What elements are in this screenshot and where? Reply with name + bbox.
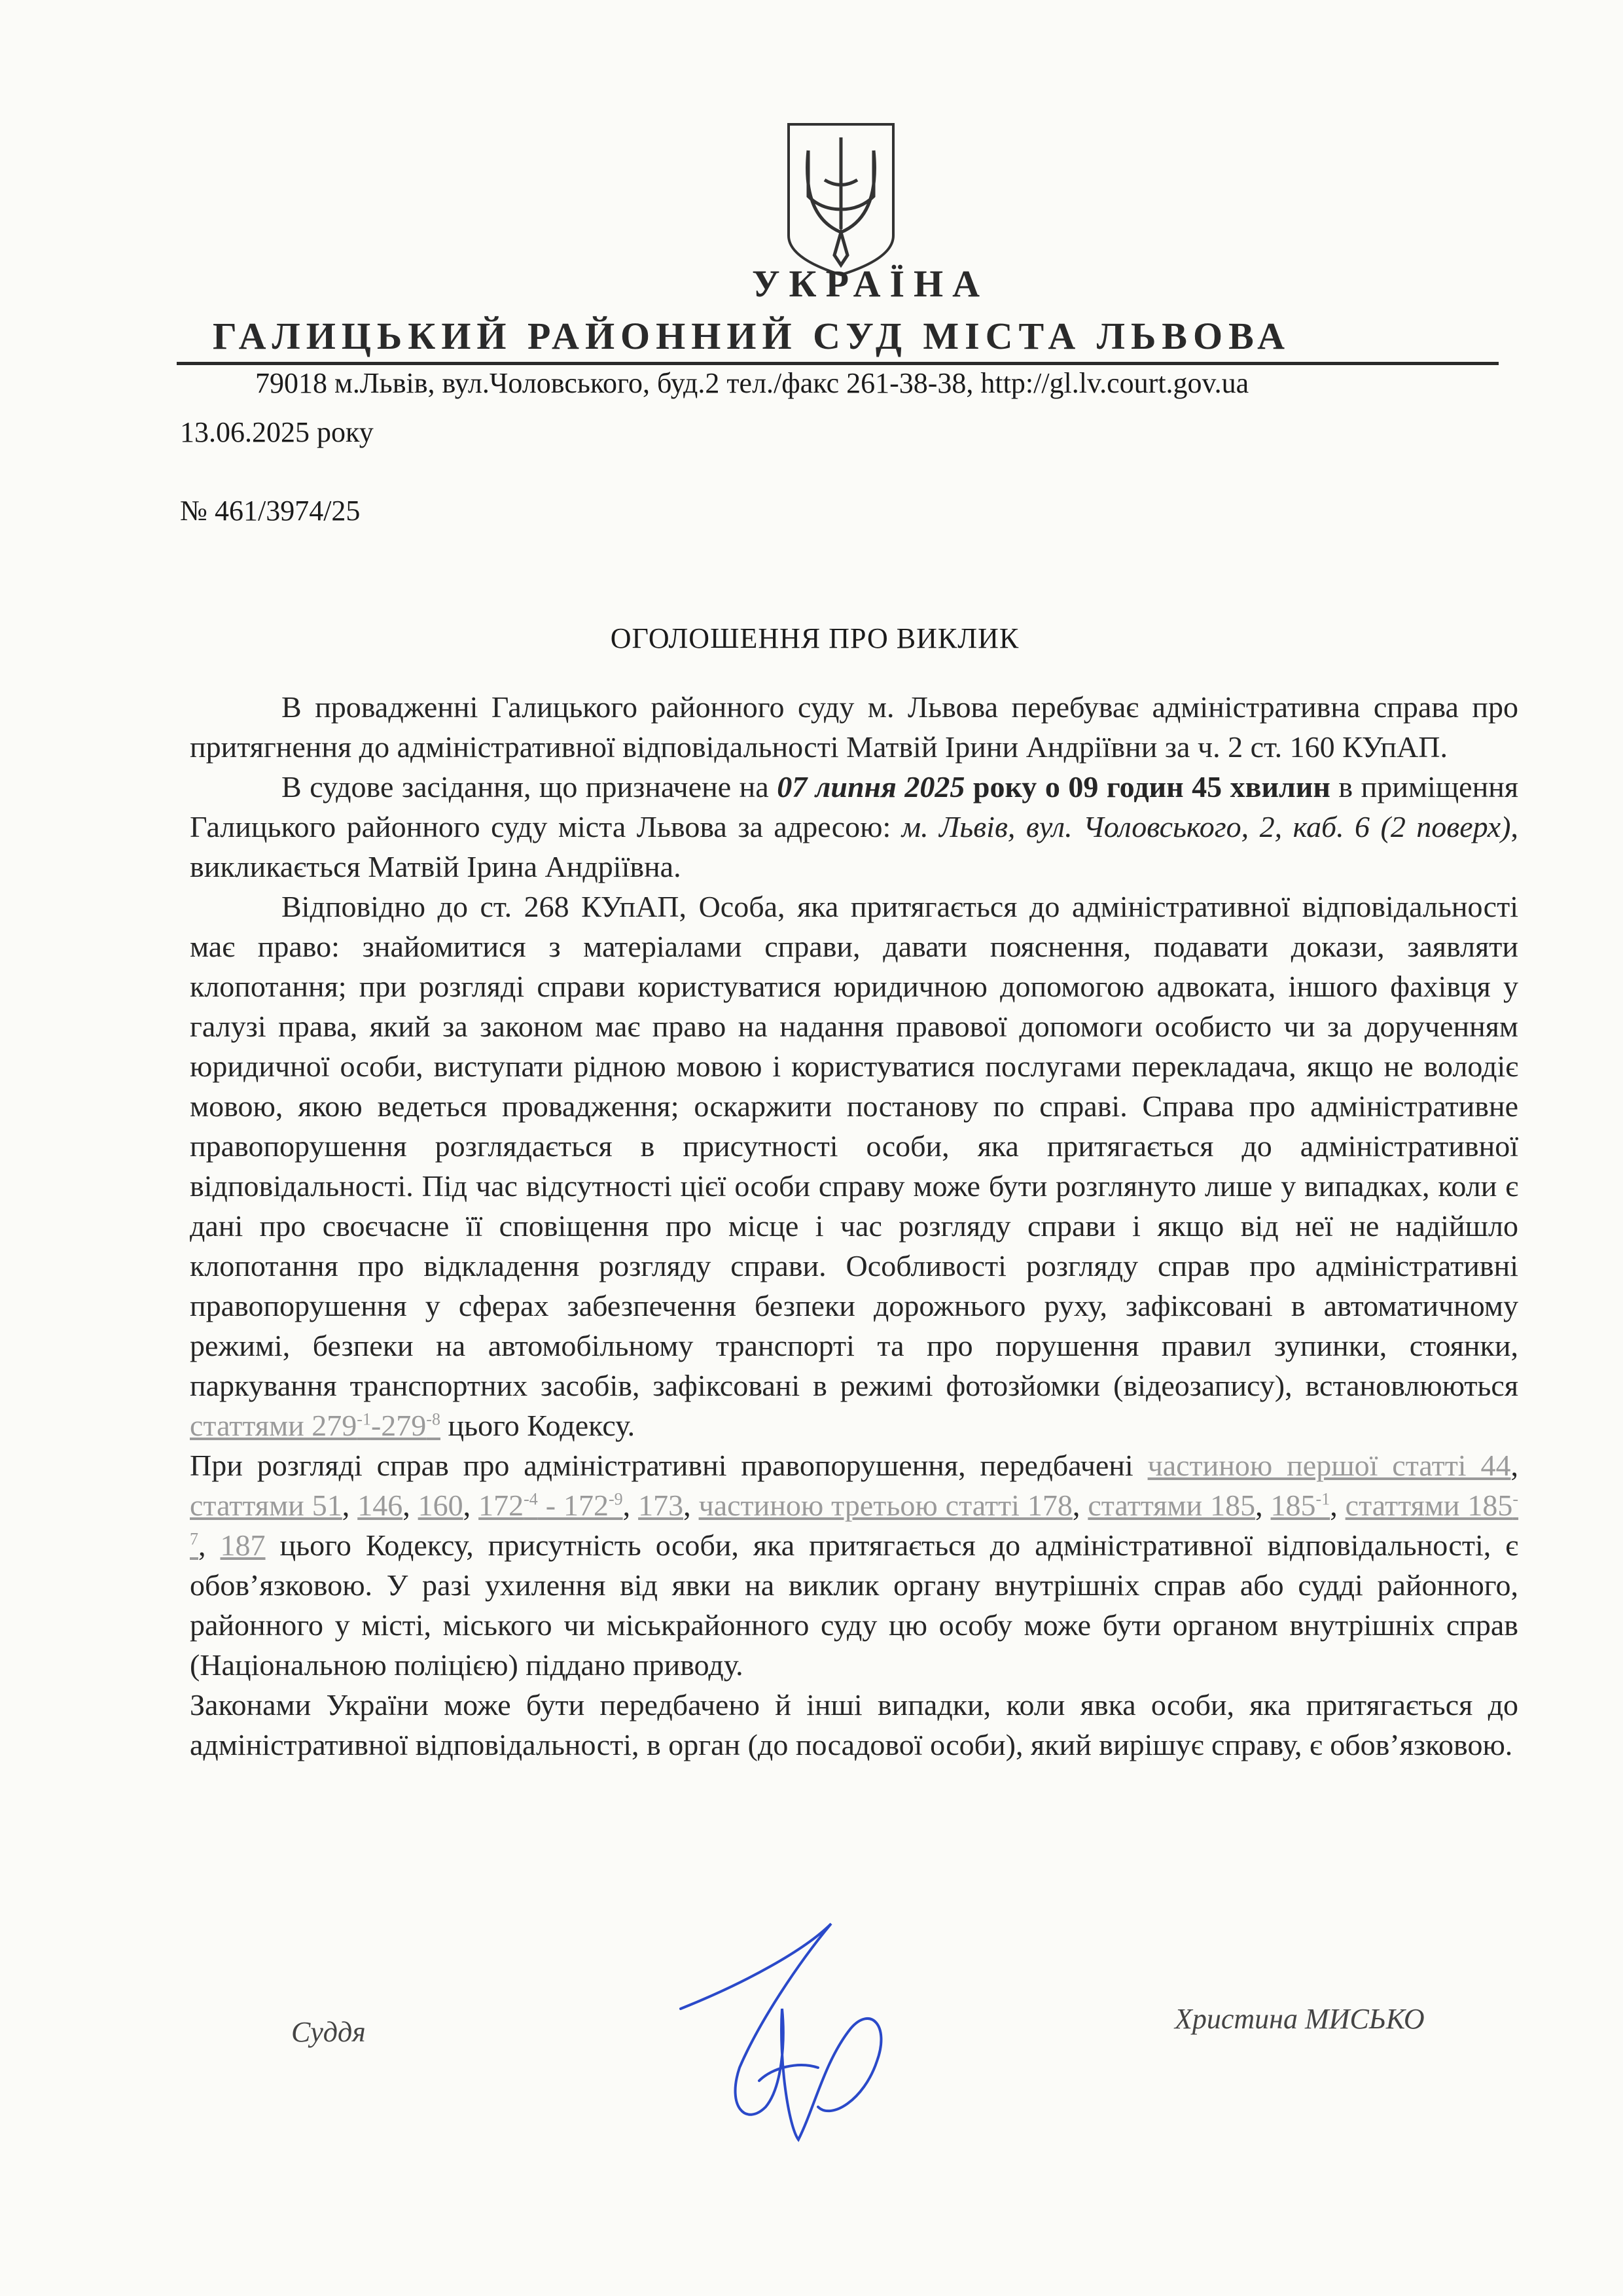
handwritten-signature-icon: [668, 1911, 916, 2159]
court-address: 79018 м.Львів, вул.Чоловського, буд.2 тел./факс 261-38-38, http://gl.lv.court.gov.ua: [255, 367, 1249, 399]
text: , викликається Матвій Ірина Андріївна.: [190, 810, 1518, 883]
court-name: ГАЛИЦЬКИЙ РАЙОННИЙ СУД МІСТА ЛЬВОВА: [213, 315, 1291, 357]
law-link-187[interactable]: 187: [220, 1528, 266, 1562]
text: В судове засідання, що призначене на: [281, 770, 777, 804]
law-link-51[interactable]: статтями 51: [190, 1489, 342, 1522]
hearing-time: року о 09 годин 45 хвилин: [965, 770, 1330, 804]
law-link-185[interactable]: статтями 185: [1088, 1489, 1256, 1522]
hearing-date: 07 липня 2025: [777, 770, 965, 804]
paragraph-3: [190, 887, 1518, 1445]
law-link-185-7[interactable]: статтями $185^{-7}$: [190, 1489, 1519, 1549]
text: Відповідно до ст. 268 КУпАП, Особа, яка притягається до адміністративної відповідальності має право: знайомитися з матеріалами справи, давати пояснення, подавати докази, заявляти клопотання; при розгляді справи користуватися юридичною допомогою адвоката, іншого фахівця у галузі права, який за законом має право на надання правової допомоги особисто чи за дорученням юридичної особи, виступати рідною мовою і користуватися послугами перекладача, якщо не володіє мовою, якою ведеться провадження; оскаржити постанову по справі. Справа про адміністративне правопорушення розглядається в присутності особи, яка притягається до адміністративної відповідальності. Під час відсутності цієї особи справу може бути розглянуто лише у випадках, коли є дані про своєчасне її сповіщення про місце і час розгляду справи і якщо від неї не надійшло клопотання про відкладення розгляду справи. Особливості розгляду справ про адміністративні правопорушення у сферах забезпечення безпеки дорожнього руху, зафіксовані в автоматичному режимі, безпеки на автомобільному транспорті та про порушення правил зупинки, стоянки, паркування транспортних засобів, зафіксовані в режимі фотозйомки (відеозапису), встановлюються: [190, 890, 1518, 1402]
signer-name: Христина МИСЬКО: [1175, 2003, 1425, 2035]
law-link-279[interactable]: статтями $279^{-1}-279^{-8}$: [190, 1409, 440, 1442]
law-link-44[interactable]: частиною першої статті 44: [1147, 1449, 1511, 1482]
law-link-160[interactable]: 160: [418, 1489, 463, 1522]
trident-emblem-icon: [782, 118, 900, 281]
law-link-172[interactable]: $172^{-4} - 172^{-9}$: [478, 1489, 623, 1522]
header-rule: [177, 362, 1499, 365]
text: цього Кодексу, присутність особи, яка притягається до адміністративної відповідальності, є обов’язковою. У разі ухилення від явки на виклик органу внутрішніх справ або судді районного, районного у місті, міського чи міськрайонного суду цю особу може бути органом внутрішніх справ (Національною поліцією) піддано приводу.: [190, 1528, 1518, 1682]
notice-body: [190, 687, 1518, 1765]
law-link-185-1[interactable]: $185^{-1}$: [1270, 1489, 1330, 1522]
law-link-178[interactable]: частиною третьою статті 178: [698, 1489, 1073, 1522]
text: При розгляді справ про адміністративні правопорушення, передбачені: [190, 1449, 1148, 1482]
text: цього Кодексу.: [440, 1409, 635, 1442]
law-link-146[interactable]: 146: [357, 1489, 403, 1522]
signer-role: Суддя: [291, 2016, 366, 2048]
country-title: УКРАЇНА: [751, 262, 990, 305]
notice-title: ОГОЛОШЕННЯ ПРО ВИКЛИК: [610, 622, 1020, 654]
case-number: № 461/3974/25: [180, 495, 361, 527]
text: в приміщення Галицького районного суду міста Львова за адресою:: [190, 770, 1518, 843]
law-link-173[interactable]: 173: [638, 1489, 684, 1522]
paragraph-4: При розгляді справ про адміністративні правопорушення, передбачені частиною першої статті 44, статтями 51, 146, 160, $172^{-4} - 172^{-9}$, 173, частиною третьою статті 178, статтями 185, $185^{-1}$, статтями $185^{-7}$, 187 цього Кодексу, присутність особи, яка притягається до адміністративної відповідальності, є обов’язковою. У разі ухилення від явки на виклик органу внутрішніх справ або судді районного, районного у місті, міського чи міськрайонного суду цю особу може бути органом внутрішніх справ (Національною поліцією) піддано приводу.: [190, 1449, 1519, 1682]
paragraph-2: [190, 767, 1518, 887]
paragraph-1: В провадженні Галицького районного суду м. Львова перебуває адміністративна справа про притягнення до адміністративної відповідальності Матвій Ірини Андріївни за ч. 2 ст. 160 КУпАП.: [190, 690, 1518, 764]
paragraph-5: Законами України може бути передбачено й інші випадки, коли явка особи, яка притягається до адміністративної відповідальності, в орган (до посадової особи), який вирішує справу, є обов’язковою.: [190, 1688, 1518, 1761]
hearing-address: м. Львів, вул. Чоловського, 2, каб. 6 (2 поверх): [901, 810, 1511, 843]
document-date: 13.06.2025 року: [180, 416, 374, 448]
